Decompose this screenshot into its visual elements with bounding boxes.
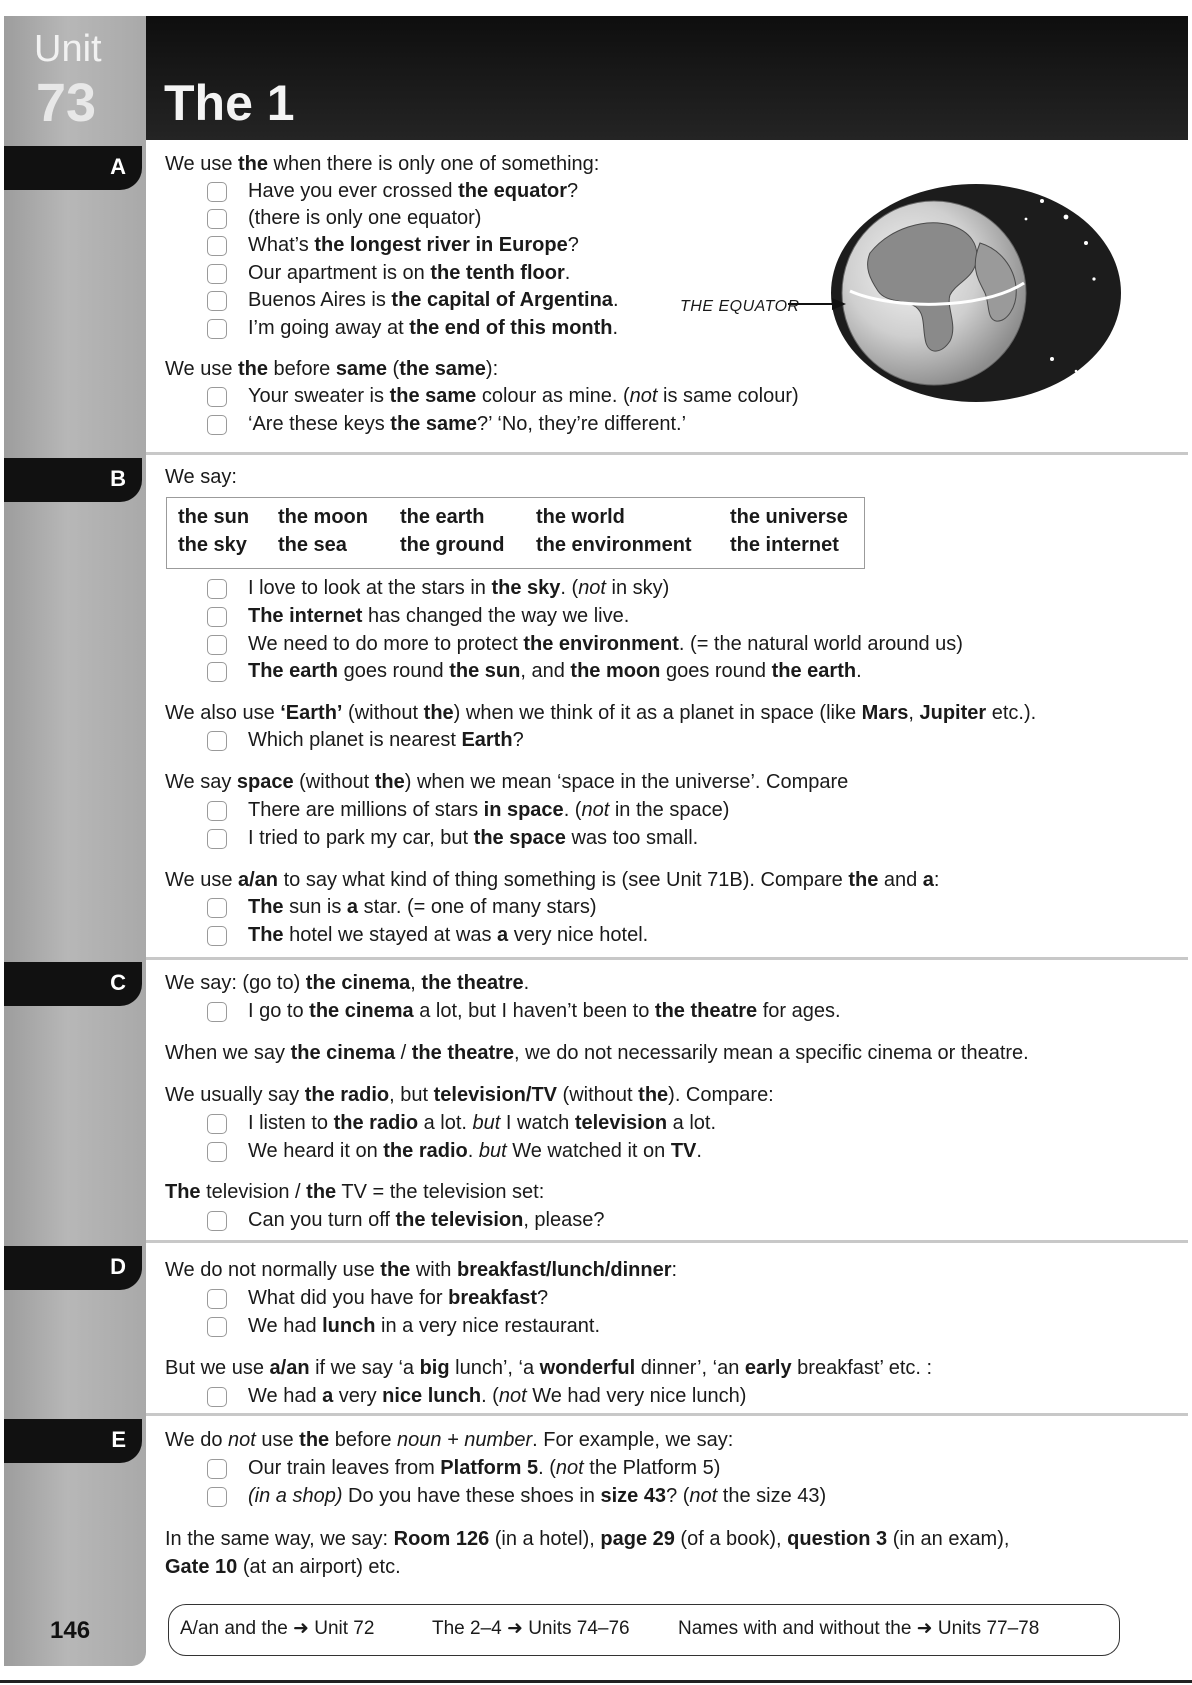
text-run: TV = the television set: (336, 1181, 545, 1203)
text-run: before (329, 1429, 397, 1451)
text-run: What’s (248, 234, 315, 256)
text-run: lunch’, ‘a (449, 1357, 540, 1379)
box-word: the universe (730, 506, 848, 528)
example-sentence (248, 178, 578, 204)
text-run: television / (200, 1181, 307, 1203)
text-run: ?’ ‘No, they’re different.’ (477, 413, 687, 435)
text-run: (without (342, 702, 424, 724)
text-run: When we say (165, 1042, 291, 1064)
box-word: the world (536, 506, 625, 528)
bullet-icon (207, 801, 227, 821)
bullet-icon (207, 898, 227, 918)
example-sentence (248, 1455, 720, 1481)
text-run: (at an airport) etc. (237, 1556, 401, 1578)
text-run: We watched it on (506, 1140, 671, 1162)
text-run: . (523, 972, 530, 994)
bold-text: nice lunch (382, 1385, 482, 1407)
text-run: a lot, but I haven’t been to (413, 1000, 655, 1022)
example-sentence (248, 232, 579, 258)
bold-text: same (335, 358, 387, 380)
section-letter: E (111, 1427, 126, 1452)
section-tab-a (4, 146, 142, 190)
text-run: . ( (560, 577, 579, 599)
bold-text: the (380, 1259, 411, 1281)
bullet-icon (207, 926, 227, 946)
bold-text: question 3 (787, 1528, 888, 1550)
text-run: We need to do more to protect (248, 633, 524, 655)
bullet-icon (207, 607, 227, 627)
example-sentence (248, 1483, 826, 1509)
box-word: the sun (178, 506, 250, 528)
text-run: before (268, 358, 336, 380)
text-run: the Platform 5) (583, 1457, 721, 1479)
bold-text: the theatre (654, 1000, 758, 1022)
rule-text (165, 970, 529, 996)
example-sentence (248, 727, 524, 753)
text-run: Have you ever crossed (248, 180, 459, 202)
italic-text: not (629, 385, 658, 407)
rule-text (165, 151, 599, 177)
text-run: : (933, 869, 940, 891)
box-word: the earth (400, 506, 485, 528)
bold-text: ‘Earth’ (280, 702, 343, 724)
rule-text (165, 1427, 733, 1453)
cross-reference: Names with and without the ➜ Units 77–78 (678, 1618, 1040, 1639)
bullet-icon (207, 1387, 227, 1407)
text-run: is same colour) (657, 385, 799, 407)
bullet-icon (207, 1289, 227, 1309)
unit-word: Unit (34, 28, 102, 70)
bold-text: television (574, 1112, 668, 1134)
bold-text: size 43 (600, 1485, 667, 1507)
bullet-icon (207, 731, 227, 751)
rule-text (165, 1040, 1029, 1066)
text-run: (there is only one equator) (248, 207, 482, 229)
bold-text: a (497, 924, 509, 946)
text-run: goes round (660, 660, 772, 682)
example-sentence (248, 998, 841, 1024)
bold-text: television/TV (433, 1084, 557, 1106)
example-sentence (248, 658, 862, 684)
text-run: ). Compare: (668, 1084, 774, 1106)
rule-text (165, 769, 848, 795)
text-run: . ( (563, 799, 582, 821)
text-run: Our train leaves from (248, 1457, 441, 1479)
section-divider (146, 1413, 1188, 1416)
text-run: Which planet is nearest (248, 729, 462, 751)
text-run: goes round (338, 660, 450, 682)
text-run: We had (248, 1315, 323, 1337)
text-run: There are millions of stars (248, 799, 484, 821)
bold-text: TV (670, 1140, 697, 1162)
text-run: Our apartment is on (248, 262, 431, 284)
text-run: , we do not necessarily mean a specific cinema or theatre. (514, 1042, 1029, 1064)
text-run: But we use (165, 1357, 270, 1379)
example-sentence (248, 1313, 600, 1339)
bold-text: the end of this month (409, 317, 613, 339)
text-run: We do not normally use (165, 1259, 381, 1281)
bold-text: page 29 (600, 1528, 675, 1550)
text-run: . (612, 317, 619, 339)
box-word: the moon (278, 506, 368, 528)
bold-text: the environment (523, 633, 679, 655)
box-word: the internet (730, 534, 839, 556)
text-run: ? (567, 234, 579, 256)
bullet-icon (207, 662, 227, 682)
section-letter: C (110, 970, 126, 995)
text-run: (in an exam), (887, 1528, 1010, 1550)
text-run: in the space) (609, 799, 730, 821)
example-sentence (248, 383, 799, 409)
bullet-icon (207, 1487, 227, 1507)
rule-text (165, 867, 939, 893)
text-run: , please? (523, 1209, 605, 1231)
bold-text: Room 126 (393, 1528, 490, 1550)
example-sentence (248, 1110, 716, 1136)
italic-text: not (581, 799, 610, 821)
text-run: . ( (538, 1457, 556, 1479)
text-run: in sky) (606, 577, 670, 599)
equator-arrow-icon (788, 297, 846, 311)
text-run: Do you have these shoes in (342, 1485, 601, 1507)
text-run: We usually say (165, 1084, 305, 1106)
text-run: In the same way, we say: (165, 1528, 394, 1550)
text-run: , (410, 972, 422, 994)
text-run: if we say ‘a (309, 1357, 420, 1379)
text-run: I’m going away at (248, 317, 410, 339)
equator-label: THE EQUATOR (680, 298, 800, 315)
italic-text: (in a shop) (248, 1485, 343, 1507)
text-run: , and (520, 660, 571, 682)
bold-text: the same (389, 385, 477, 407)
bold-text: the earth (771, 660, 857, 682)
bold-text: The (248, 896, 284, 918)
bold-text: the theatre (421, 972, 524, 994)
text-run: . (= the natural world around us) (678, 633, 963, 655)
page-number: 146 (50, 1617, 91, 1644)
section-divider (146, 1240, 1188, 1243)
text-run: (of a book), (674, 1528, 788, 1550)
bold-text: the space (473, 827, 566, 849)
example-sentence (248, 1207, 604, 1233)
text-run: We say (165, 771, 237, 793)
text-run: star. (= one of many stars) (358, 896, 597, 918)
text-run: (without (557, 1084, 639, 1106)
italic-text: but (478, 1140, 507, 1162)
text-run: a lot. (418, 1112, 473, 1134)
example-sentence (248, 260, 570, 286)
bold-text: the (848, 869, 879, 891)
text-run: to say what kind of thing something is (see Unit 71B). Compare (278, 869, 849, 891)
bullet-icon (207, 1002, 227, 1022)
text-run: a lot. (667, 1112, 717, 1134)
text-run: I tried to park my car, but (248, 827, 474, 849)
text-run: ( (386, 358, 400, 380)
text-run: I love to look at the stars in (248, 577, 492, 599)
text-run: I listen to (248, 1112, 334, 1134)
bold-text: the sky (491, 577, 561, 599)
cross-reference: A/an and the ➜ Unit 72 (180, 1618, 375, 1639)
text-run: We had very nice lunch) (526, 1385, 747, 1407)
example-sentence (248, 1285, 548, 1311)
rule-text (165, 700, 1036, 726)
bold-text: the same (390, 413, 478, 435)
bold-text: The earth (248, 660, 339, 682)
section-letter: B (110, 466, 126, 491)
bullet-icon (207, 264, 227, 284)
text-run: I go to (248, 1000, 310, 1022)
bold-text: Platform 5 (440, 1457, 539, 1479)
bullet-icon (207, 1142, 227, 1162)
bold-text: wonderful (539, 1357, 636, 1379)
text-run: We had (248, 1385, 323, 1407)
section-divider (146, 452, 1188, 455)
text-run: Buenos Aires is (248, 289, 392, 311)
bold-text: the theatre (411, 1042, 515, 1064)
bold-text: the (638, 1084, 669, 1106)
text-run: ? (512, 729, 524, 751)
text-run: We say: (165, 466, 237, 488)
bold-text: lunch (322, 1315, 376, 1337)
text-run: for ages. (757, 1000, 841, 1022)
unit-number: 73 (36, 73, 97, 133)
bold-text: the sun (449, 660, 521, 682)
bullet-icon (207, 829, 227, 849)
bold-text: breakfast/lunch/dinner (456, 1259, 672, 1281)
box-word: the ground (400, 534, 505, 556)
bullet-icon (207, 182, 227, 202)
text-run: dinner’, ‘an (635, 1357, 745, 1379)
section-divider (146, 957, 1188, 960)
bullet-icon (207, 1459, 227, 1479)
section-tab-c (4, 962, 142, 1006)
text-run: / (395, 1042, 412, 1064)
bold-text: the moon (570, 660, 661, 682)
italic-text: not (228, 1429, 256, 1451)
rule-text (165, 1257, 677, 1283)
bullet-icon (207, 319, 227, 339)
example-sentence (248, 922, 648, 948)
globe-illustration (830, 183, 1122, 403)
text-run: in a very nice restaurant. (375, 1315, 601, 1337)
bold-text: the longest river in Europe (314, 234, 568, 256)
bold-text: the (299, 1429, 330, 1451)
text-run: . (564, 262, 571, 284)
text-run: ): (485, 358, 499, 380)
bold-text: The (248, 924, 284, 946)
bold-text: Jupiter (919, 702, 987, 724)
bold-text: the (238, 153, 268, 175)
rule-text (165, 1179, 544, 1205)
bullet-icon (207, 387, 227, 407)
bottom-rule (0, 1680, 1192, 1683)
example-sentence (248, 205, 481, 231)
text-run: (in a hotel), (489, 1528, 601, 1550)
bold-text: big (419, 1357, 450, 1379)
text-run: . (696, 1140, 702, 1162)
example-sentence (248, 1383, 746, 1409)
rule-text (165, 1082, 774, 1108)
bullet-icon (207, 1114, 227, 1134)
bold-text: Mars (861, 702, 909, 724)
bullet-icon (207, 236, 227, 256)
box-word: the environment (536, 534, 692, 556)
example-sentence (248, 825, 698, 851)
bullet-icon (207, 209, 227, 229)
text-run: ) when we think of it as a planet in space (like (453, 702, 862, 724)
section-tab-b (4, 458, 142, 502)
text-run: etc.). (986, 702, 1037, 724)
text-run: We heard it on (248, 1140, 384, 1162)
text-run: We use (165, 153, 238, 175)
bold-text: the radio (333, 1112, 419, 1134)
rule-text (165, 464, 237, 490)
text-run: sun is (283, 896, 347, 918)
text-run: hotel we stayed at was (283, 924, 498, 946)
example-sentence (248, 315, 618, 341)
rule-text (165, 1355, 932, 1381)
text-run: . (612, 289, 619, 311)
bold-text: a/an (238, 869, 279, 891)
text-run: . (856, 660, 862, 682)
text-run: We do (165, 1429, 228, 1451)
box-word: the sea (278, 534, 347, 556)
bold-text: the same (399, 358, 486, 380)
text-run: . (467, 1140, 479, 1162)
bold-text: a (346, 896, 359, 918)
bold-text: the capital of Argentina (391, 289, 613, 311)
bold-text: the radio (304, 1084, 390, 1106)
example-sentence (248, 287, 619, 313)
text-run: Your sweater is (248, 385, 390, 407)
bold-text: Gate 10 (165, 1556, 238, 1578)
section-letter: D (110, 1254, 126, 1279)
text-run: was too small. (565, 827, 699, 849)
bold-text: The (165, 1181, 201, 1203)
text-run: I watch (500, 1112, 575, 1134)
bold-text: early (744, 1357, 792, 1379)
section-tab-e (4, 1419, 142, 1463)
text-run: when there is only one of something: (268, 153, 600, 175)
italic-text: not (555, 1457, 584, 1479)
text-run: ) when we mean ‘space in the universe’. Compare (404, 771, 849, 793)
text-run: . For example, we say: (532, 1429, 734, 1451)
text-run: (without (293, 771, 375, 793)
bold-text: the television (395, 1209, 524, 1231)
text-run: What did you have for (248, 1287, 449, 1309)
cross-reference: The 2–4 ➜ Units 74–76 (432, 1618, 630, 1639)
italic-text: noun + number (397, 1429, 533, 1451)
text-run: ? ( (666, 1485, 690, 1507)
text-run: We use (165, 869, 238, 891)
rule-text (165, 1554, 401, 1580)
text-run: , (908, 702, 920, 724)
bold-text: the cinema (305, 972, 411, 994)
text-run: has changed the way we live. (362, 605, 630, 627)
bullet-icon (207, 291, 227, 311)
bold-text: space (236, 771, 294, 793)
text-run: use (255, 1429, 300, 1451)
section-letter: A (110, 154, 126, 179)
rule-text (165, 1526, 1009, 1552)
bullet-icon (207, 579, 227, 599)
text-run: and (878, 869, 923, 891)
box-word: the sky (178, 534, 247, 556)
bullet-icon (207, 1211, 227, 1231)
bold-text: in space (483, 799, 564, 821)
bold-text: the (238, 358, 268, 380)
text-run: We also use (165, 702, 281, 724)
bold-text: the cinema (290, 1042, 396, 1064)
text-run: Can you turn off (248, 1209, 396, 1231)
bold-text: the (423, 702, 454, 724)
example-sentence (248, 411, 686, 437)
page-title: The 1 (164, 75, 295, 131)
bold-text: the cinema (309, 1000, 414, 1022)
header-bar (146, 16, 1188, 140)
bold-text: a (922, 869, 934, 891)
text-run: very nice hotel. (508, 924, 649, 946)
text-run: ? (537, 1287, 549, 1309)
bullet-icon (207, 1317, 227, 1337)
text-run: very (333, 1385, 383, 1407)
bold-text: breakfast (448, 1287, 538, 1309)
text-run: We say: (go to) (165, 972, 306, 994)
text-run: with (410, 1259, 457, 1281)
text-run: . ( (481, 1385, 499, 1407)
bold-text: a/an (269, 1357, 310, 1379)
text-run: ‘Are these keys (248, 413, 391, 435)
italic-text: not (689, 1485, 718, 1507)
text-run: colour as mine. ( (476, 385, 630, 407)
bold-text: a (322, 1385, 334, 1407)
bold-text: Earth (461, 729, 513, 751)
bold-text: The internet (248, 605, 363, 627)
example-sentence (248, 603, 629, 629)
example-sentence (248, 797, 729, 823)
rule-text (165, 356, 498, 382)
italic-text: not (498, 1385, 527, 1407)
text-run: , but (389, 1084, 434, 1106)
example-sentence (248, 1138, 702, 1164)
bullet-icon (207, 415, 227, 435)
section-tab-d (4, 1246, 142, 1290)
example-sentence (248, 894, 596, 920)
text-run: the size 43) (717, 1485, 827, 1507)
bullet-icon (207, 635, 227, 655)
bold-text: the equator (458, 180, 568, 202)
italic-text: but (472, 1112, 501, 1134)
example-sentence (248, 575, 669, 601)
text-run: breakfast’ etc. : (791, 1357, 933, 1379)
text-run: We use (165, 358, 238, 380)
bold-text: the radio (383, 1140, 468, 1162)
bold-text: the (374, 771, 405, 793)
text-run: : (671, 1259, 678, 1281)
example-sentence (248, 631, 963, 657)
bold-text: the tenth floor (430, 262, 565, 284)
italic-text: not (578, 577, 606, 599)
text-run: ? (567, 180, 579, 202)
bold-text: the (306, 1181, 337, 1203)
